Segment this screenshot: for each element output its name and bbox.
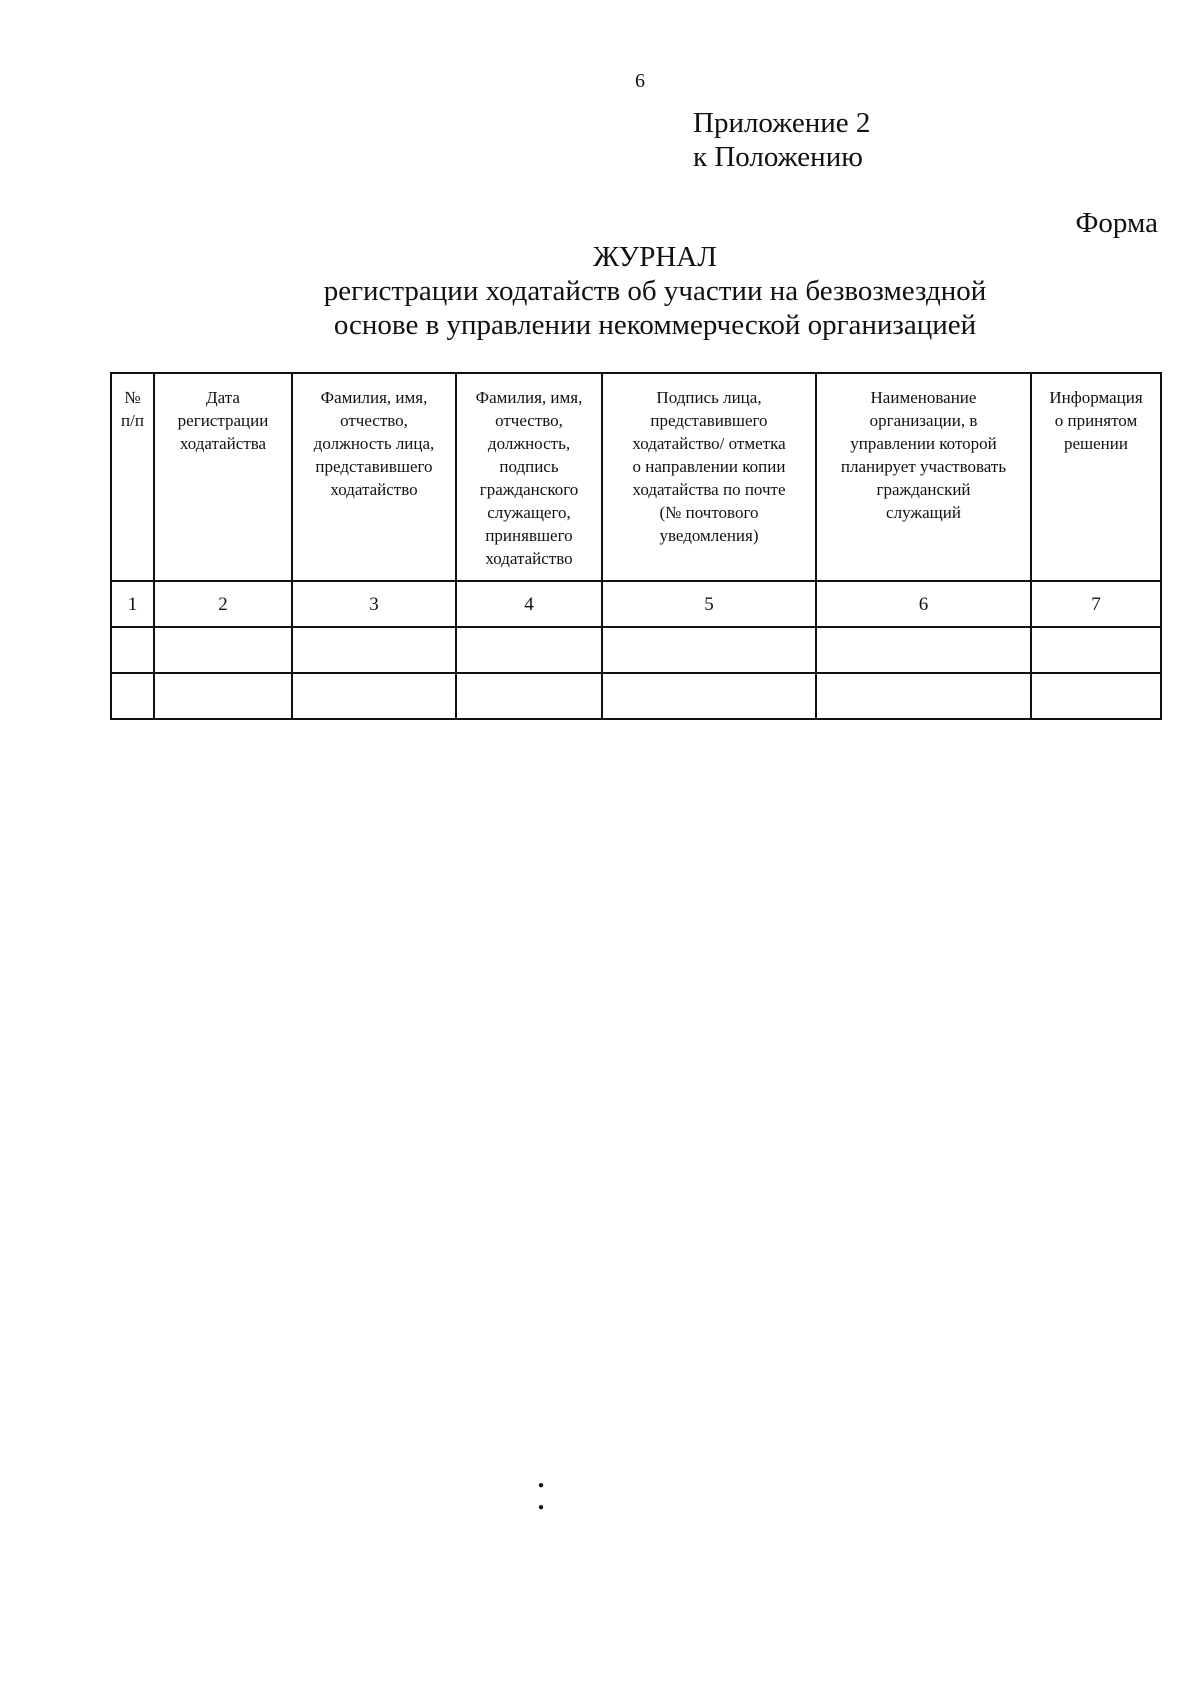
header-line: представившего — [650, 411, 768, 430]
empty-cell — [456, 673, 602, 719]
journal-table — [110, 372, 1162, 720]
empty-cell — [602, 627, 816, 673]
header-line: управлении которой — [850, 434, 997, 453]
header-line: гражданский — [876, 480, 971, 499]
column-number: 5 — [602, 581, 816, 627]
column-number: 7 — [1031, 581, 1161, 627]
empty-entry-row — [111, 673, 1161, 719]
header-line: подпись — [499, 457, 559, 476]
header-line: организации, в — [869, 411, 978, 430]
header-line: ходатайства — [179, 434, 267, 453]
header-line: ходатайства по почте — [632, 480, 786, 499]
header-line: № — [124, 388, 141, 407]
header-line: о принятом — [1054, 411, 1138, 430]
header-line: ходатайство — [330, 480, 418, 499]
header-cell — [602, 373, 816, 581]
title-line-3: основе в управлении некоммерческой организацией — [333, 309, 977, 341]
column-number: 4 — [456, 581, 602, 627]
header-line: Дата — [206, 388, 240, 407]
header-cell — [292, 373, 456, 581]
appendix-reference — [693, 106, 870, 174]
empty-cell — [292, 673, 456, 719]
header-line: уведомления) — [659, 526, 759, 545]
header-cell — [1031, 373, 1161, 581]
column-number: 3 — [292, 581, 456, 627]
header-cell — [154, 373, 292, 581]
header-line: Наименование — [870, 388, 977, 407]
header-line: ходатайство/ отметка — [632, 434, 786, 453]
title-line-1: ЖУРНАЛ — [593, 241, 717, 273]
header-line: о направлении копии — [632, 457, 786, 476]
header-line: отчество, — [495, 411, 563, 430]
header-line: должность, — [487, 434, 571, 453]
document-title — [180, 240, 1130, 342]
title-line-2: регистрации ходатайств об участии на безвозмездной — [323, 275, 987, 307]
header-line: служащий — [886, 503, 961, 522]
header-line: (№ почтового — [659, 503, 759, 522]
header-line: Фамилия, имя, — [475, 388, 583, 407]
column-number: 6 — [816, 581, 1031, 627]
header-line: регистрации — [177, 411, 269, 430]
empty-cell — [602, 673, 816, 719]
header-cell — [816, 373, 1031, 581]
header-row — [111, 373, 1161, 581]
scan-dots-mark: ● ● — [538, 1480, 545, 1513]
header-line: представившего — [315, 457, 433, 476]
header-line: гражданского — [479, 480, 579, 499]
column-number-row — [111, 581, 1161, 627]
header-line: должность лица, — [313, 434, 435, 453]
empty-cell — [111, 627, 154, 673]
column-number: 2 — [154, 581, 292, 627]
header-cell — [456, 373, 602, 581]
empty-cell — [154, 627, 292, 673]
empty-cell — [111, 673, 154, 719]
empty-cell — [1031, 627, 1161, 673]
header-line: принявшего — [485, 526, 573, 545]
form-label: Форма — [1075, 207, 1158, 239]
header-line: Подпись лица, — [656, 388, 762, 407]
header-line: Информация — [1049, 388, 1143, 407]
appendix-line-1: Приложение 2 — [693, 107, 871, 139]
header-line: служащего, — [487, 503, 571, 522]
empty-cell — [1031, 673, 1161, 719]
header-line: ходатайство — [485, 549, 573, 568]
header-line: решении — [1064, 434, 1128, 453]
header-line: планирует участвовать — [840, 457, 1007, 476]
empty-entry-row — [111, 627, 1161, 673]
empty-cell — [154, 673, 292, 719]
empty-cell — [816, 627, 1031, 673]
empty-cell — [456, 627, 602, 673]
empty-cell — [292, 627, 456, 673]
page-number: 6 — [635, 70, 645, 92]
header-line: отчество, — [340, 411, 408, 430]
header-cell — [111, 373, 154, 581]
column-number: 1 — [111, 581, 154, 627]
appendix-line-2: к Положению — [693, 141, 863, 173]
header-line: п/п — [121, 411, 144, 430]
empty-cell — [816, 673, 1031, 719]
header-line: Фамилия, имя, — [320, 388, 428, 407]
